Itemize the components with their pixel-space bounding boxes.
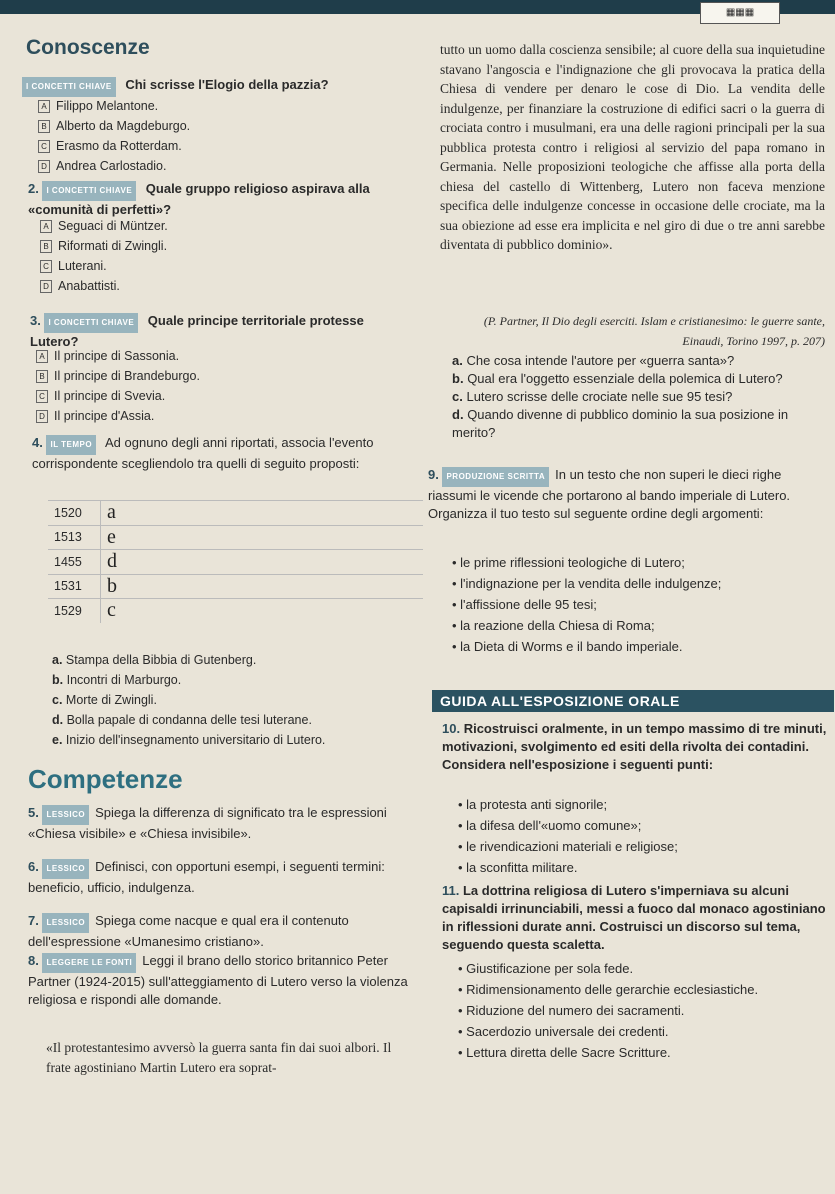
list-item: • Riduzione del numero dei sacramenti. — [458, 1000, 758, 1021]
q10-list — [458, 794, 678, 878]
source-text: tutto un uomo dalla coscienza sensibile; al cuore della sua inquietudine stavano l'angoscia e l'indignazione che gli provocava la pratica della Chiesa di vendere per denaro le cose di Dio. La vendita delle indulgenze, per finanziare la costruzione di edifici sacri o la guerra di crociata contro i musulmani, era una delle ragioni principali per la sua pubblica protesta contro i religiosi al servizio del papa romano in Germania. Nelle proposizioni teologiche che affisse alla porta della chiesa del castello di Wittenberg, Lutero non faceva menzione specifica delle indulgenze concesse in occasione delle crociate, ma la sua obiezione ad esse era implicita e nel giro di due o tre anni sarebbe diventata di pubblico dominio». — [440, 42, 825, 252]
list-item: • Giustificazione per sola fede. — [458, 958, 758, 979]
option[interactable]: A Seguaci di Müntzer. — [40, 216, 168, 236]
list-item: a. Stampa della Bibbia di Gutenberg. — [52, 653, 257, 667]
list-item: c. Morte di Zwingli. — [52, 693, 157, 707]
question-10: 10. Ricostruisci oralmente, in un tempo massimo di tre minuti, motivazioni, svolgimento ed esiti della rivolta dei contadini. Considera nell'esposizione i seguenti punti: — [442, 721, 827, 772]
option[interactable]: D Andrea Carlostadio. — [38, 156, 190, 176]
table-row: 1529 c — [48, 599, 423, 623]
option[interactable]: B Alberto da Magdeburgo. — [38, 116, 190, 136]
list-item: • la Dieta di Worms e il bando imperiale. — [452, 636, 721, 657]
list-item: d. Bolla papale di condanna delle tesi luterane. — [52, 713, 312, 727]
years-table — [48, 500, 423, 623]
option[interactable]: B Il principe di Brandeburgo. — [36, 366, 200, 386]
list-item: e. Inizio dell'insegnamento universitario di Lutero. — [52, 733, 326, 747]
option[interactable]: D Il principe d'Assia. — [36, 406, 200, 426]
q11-list — [458, 958, 758, 1063]
question-8: 8. LEGGERE LE FONTI Leggi il brano dello storico britannico Peter Partner (1924-2015) sull'atteggiamento di Lutero verso la violenza religiosa e rispondi alle domande. — [28, 953, 408, 1007]
option[interactable]: D Anabattisti. — [40, 276, 168, 296]
option[interactable]: C Luterani. — [40, 256, 168, 276]
table-row: 1513 e — [48, 525, 423, 550]
question-4: 4. IL TEMPO Ad ognuno degli anni riportati, associa l'evento corrispondente scegliendolo tra quelli di seguito proposti: — [32, 435, 374, 471]
list-item: • la reazione della Chiesa di Roma; — [452, 615, 721, 636]
question-6: 6. LESSICO Definisci, con opportuni esempi, i seguenti termini: beneficio, ufficio, indulgenza. — [28, 859, 385, 895]
option[interactable]: C Erasmo da Rotterdam. — [38, 136, 190, 156]
table-row: 1455 d — [48, 550, 423, 575]
question-2: 2. I CONCETTI CHIAVE Quale gruppo religioso aspirava alla «comunità di perfetti»? — [28, 181, 370, 217]
q2-options — [40, 216, 168, 296]
q4-events — [52, 650, 325, 750]
q3-options — [36, 346, 200, 426]
quote-start: «Il protestantesimo avversò la guerra santa fin dai suoi albori. Il frate agostiniano Martin Lutero era soprat- — [46, 1040, 392, 1075]
list-item: • Sacerdozio universale dei credenti. — [458, 1021, 758, 1042]
source-citation: (P. Partner, Il Dio degli eserciti. Islam e cristianesimo: le guerre sante, Einaudi, Torino 1997, p. 207) — [483, 314, 825, 348]
section-heading-competenze: Competenze — [28, 764, 183, 794]
list-item: • l'indignazione per la vendita delle indulgenze; — [452, 573, 721, 594]
question-1: I CONCETTI CHIAVE Chi scrisse l'Elogio della pazzia? — [22, 76, 402, 97]
option[interactable]: A Filippo Melantone. — [38, 96, 190, 116]
list-item: • le prime riflessioni teologiche di Lutero; — [452, 552, 721, 573]
option[interactable]: C Il principe di Svevia. — [36, 386, 200, 406]
table-row: 1531 b — [48, 574, 423, 599]
list-item: • la difesa dell'«uomo comune»; — [458, 815, 678, 836]
option[interactable]: A Il principe di Sassonia. — [36, 346, 200, 366]
section-heading-conoscenze: Conoscenze — [26, 36, 150, 59]
qr-code: ▦▦▦ — [700, 2, 780, 24]
question-3: 3. I CONCETTI CHIAVE Quale principe territoriale protesse Lutero? — [30, 313, 364, 349]
list-item: • l'affissione delle 95 tesi; — [452, 594, 721, 615]
list-item: • le rivendicazioni materiali e religiose; — [458, 836, 678, 857]
oral-exposition-band: GUIDA ALL'ESPOSIZIONE ORALE — [432, 690, 834, 712]
list-item: • Ridimensionamento delle gerarchie ecclesiastiche. — [458, 979, 758, 1000]
option[interactable]: B Riformati di Zwingli. — [40, 236, 168, 256]
q8-subquestions: a. Che cosa intende l'autore per «guerra santa»? b. Qual era l'oggetto essenziale della polemica di Lutero? c. Lutero scrisse delle crociate nelle sue 95 tesi? d. Quando divenne di pubblico dominio la sua posizione in merito? — [452, 353, 789, 440]
list-item: • la sconfitta militare. — [458, 857, 678, 878]
question-11: 11. La dottrina religiosa di Lutero s'imperniava su alcuni capisaldi irrinunciabili, messi a fuoco dal monaco agostiniano in riflessioni durate anni. Costruisci un discorso sul tema, seguendo questa scaletta. — [442, 883, 826, 952]
list-item: b. Incontri di Marburgo. — [52, 673, 182, 687]
table-row: 1520 a — [48, 501, 423, 526]
question-5: 5. LESSICO Spiega la differenza di significato tra le espressioni «Chiesa visibile» e «Chiesa invisibile». — [28, 805, 387, 841]
q9-list — [452, 552, 721, 657]
list-item: • la protesta anti signorile; — [458, 794, 678, 815]
question-7: 7. LESSICO Spiega come nacque e qual era il contenuto dell'espressione «Umanesimo cristiano». — [28, 913, 349, 949]
list-item: • Lettura diretta delle Sacre Scritture. — [458, 1042, 758, 1063]
question-9: 9. PRODUZIONE SCRITTA In un testo che non superi le dieci righe riassumi le vicende che portarono al bando imperiale di Lutero. Organizza il tuo testo sul seguente ordine degli argomenti: — [428, 467, 791, 521]
q1-options — [38, 96, 190, 176]
